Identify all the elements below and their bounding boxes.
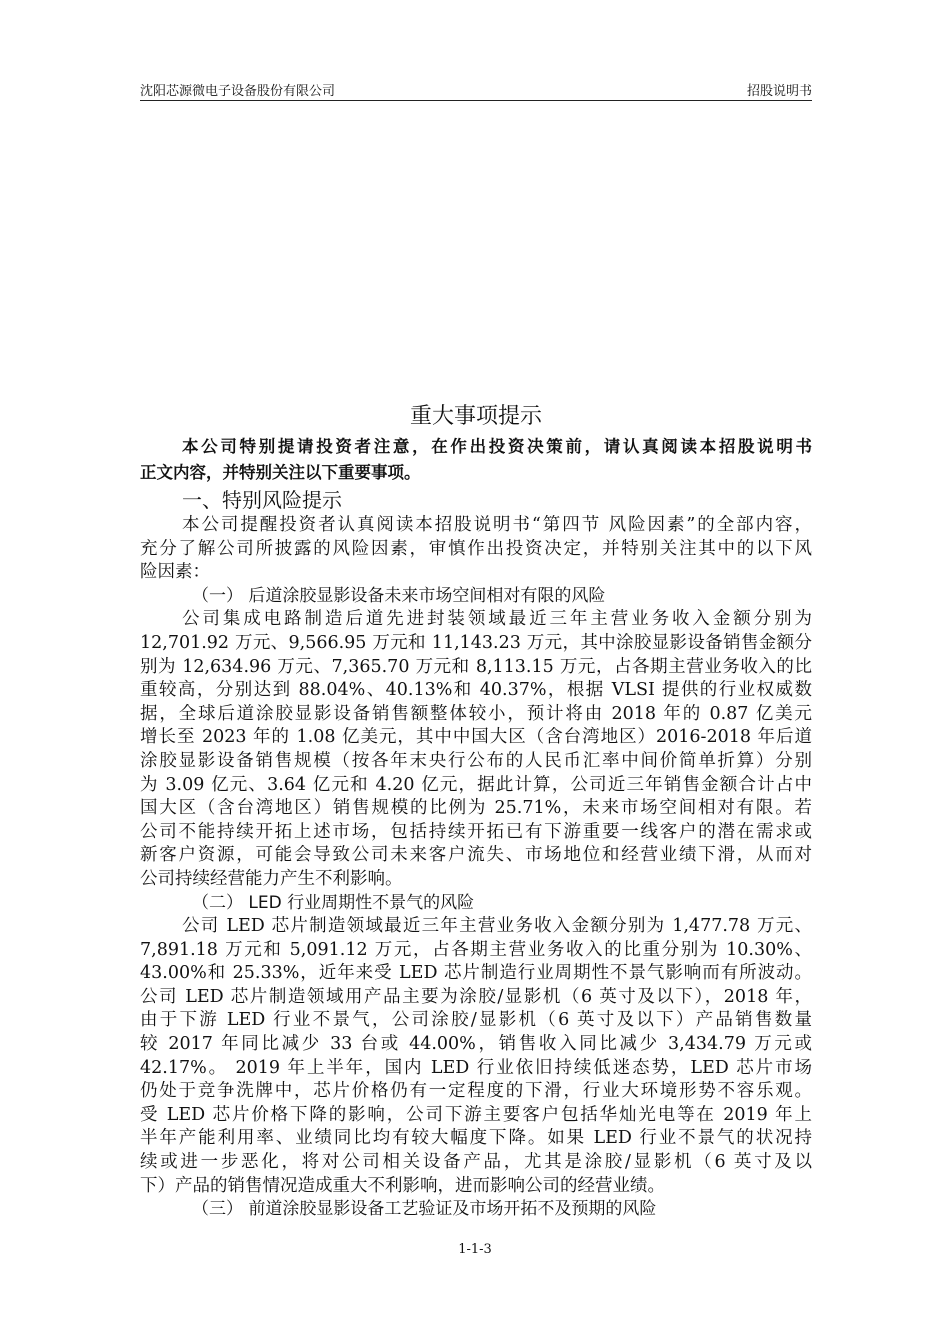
para-line: 公司 LED 芯片制造领域最近三年主营业务收入金额分别为 1,477.78 万元、 — [182, 916, 812, 937]
subsection-1-body — [140, 608, 812, 891]
para-line: 仍处于竞争洗牌中，芯片价格仍有一定程度的下滑，行业大环境形势不容乐观。 — [140, 1081, 812, 1102]
para-line: 由于下游 LED 行业不景气，公司涂胶/显影机（6 英寸及以下）产品销售数量 — [140, 1010, 812, 1031]
subsection-heading: （二） LED 行业周期性不景气的风险 — [192, 892, 475, 913]
subsection-heading: （三） 前道涂胶显影设备工艺验证及市场开拓不及预期的风险 — [192, 1199, 657, 1220]
para-line: 充分了解公司所披露的风险因素，审慎作出投资决定，并特别关注其中的以下风 — [140, 538, 812, 559]
para-line: 42.17%。 2019 年上半年，国内 LED 行业依旧持续低迷态势，LED 芯片市场 — [140, 1057, 812, 1078]
subsection-2-body — [140, 915, 812, 1198]
para-line: 下）产品的销售情况造成重大不利影响，进而影响公司的经营业绩。 — [140, 1175, 665, 1196]
intro-line: 本公司特别提请投资者注意，在作出投资决策前，请认真阅读本招股说明书 — [182, 437, 812, 456]
para-line: 43.00%和 25.33%，近年来受 LED 芯片制造行业周期性不景气影响而有所波动。 — [140, 963, 812, 984]
header-doc-type: 招股说明书 — [746, 84, 812, 99]
page-number: 1-1-3 — [458, 1242, 492, 1257]
header-company: 沈阳芯源微电子设备股份有限公司 — [140, 84, 336, 99]
para-line: 较 2017 年同比减少 33 台或 44.00%，销售收入同比减少 3,434.79 万元或 — [140, 1034, 812, 1055]
document-body — [140, 400, 812, 1222]
para-line: 新客户资源，可能会导致公司未来客户流失、市场地位和经营业绩下滑，从而对 — [140, 845, 812, 866]
section-heading: 一、特别风险提示 — [182, 488, 342, 512]
para-line: 半年产能利用率、业绩同比均有较大幅度下降。如果 LED 行业不景气的状况持 — [140, 1128, 812, 1149]
para-line: 国大区（含台湾地区）销售规模的比例为 25.71%，未来市场空间相对有限。若 — [140, 798, 812, 819]
para-line: 涂胶显影设备销售规模（按各年末央行公布的人民币汇率中间价简单折算）分别 — [140, 750, 812, 771]
page-title: 重大事项提示 — [409, 404, 542, 429]
para-line: 受 LED 芯片价格下降的影响，公司下游主要客户包括华灿光电等在 2019 年上 — [140, 1104, 812, 1125]
para-line: 增长至 2023 年的 1.08 亿美元，其中中国大区（含台湾地区）2016-2018 年后道 — [140, 727, 812, 748]
para-line: 公司集成电路制造后道先进封装领域最近三年主营业务收入金额分别为 — [182, 609, 812, 630]
para-line: 据，全球后道涂胶显影设备销售额整体较小，预计将由 2018 年的 0.87 亿美元 — [140, 703, 812, 724]
para-line: 重较高，分别达到 88.04%、40.13%和 40.37%，根据 VLSI 提供的行业权威数 — [140, 680, 812, 701]
para-line: 公司 LED 芯片制造领域用产品主要为涂胶/显影机（6 英寸及以下），2018 年， — [140, 986, 812, 1007]
para-line: 本公司提醒投资者认真阅读本招股说明书“第四节 风险因素”的全部内容， — [182, 515, 812, 535]
para-line: 7,891.18 万元和 5,091.12 万元，占各期主营业务收入的比重分别为 10.30%、 — [140, 939, 812, 960]
para-line: 续或进一步恶化，将对公司相关设备产品，尤其是涂胶/显影机（6 英寸及以 — [140, 1152, 812, 1173]
intro-line: 正文内容，并特别关注以下重要事项。 — [140, 463, 421, 482]
para-line: 公司不能持续开拓上述市场，包括持续开拓已有下游重要一线客户的潜在需求或 — [140, 821, 812, 842]
para-line: 公司持续经营能力产生不利影响。 — [140, 868, 403, 889]
subsection-heading: （一） 后道涂胶显影设备未来市场空间相对有限的风险 — [192, 585, 606, 606]
para-line: 别为 12,634.96 万元、7,365.70 万元和 8,113.15 万元，占各期主营业务收入的比 — [140, 656, 812, 677]
page-header — [140, 78, 812, 101]
para-line: 险因素： — [140, 562, 210, 583]
para-line: 12,701.92 万元、9,566.95 万元和 11,143.23 万元，其中涂胶显影设备销售金额分 — [140, 632, 812, 653]
para-line: 为 3.09 亿元、3.64 亿元和 4.20 亿元，据此计算，公司近三年销售金额合计占中 — [140, 774, 812, 795]
